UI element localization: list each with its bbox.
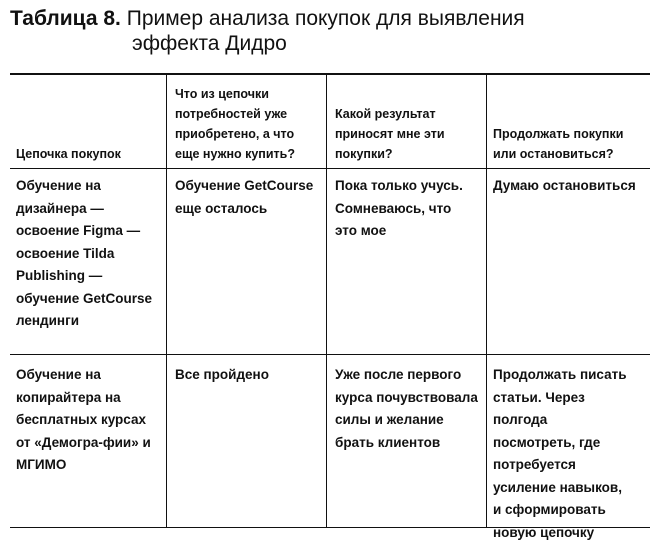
- column-divider: [166, 74, 167, 528]
- table-cell: Обучение на дизайнера — освоение Figma — освоение Tilda Publishing — обучение GetCourse лендинги: [16, 178, 152, 328]
- column-header: Цепочка покупок: [16, 147, 121, 161]
- table-number: Таблица 8.: [10, 7, 121, 30]
- table-cell: Обучение GetCourse еще осталось: [175, 178, 314, 216]
- table-title-line1: Пример анализа покупок для выявления: [126, 7, 525, 30]
- column-header: Продолжать покупки или остановиться?: [493, 127, 624, 161]
- table-cell: Все пройдено: [175, 367, 269, 382]
- column-divider: [486, 74, 487, 528]
- header-bottom-rule: [10, 168, 650, 169]
- column-header: Что из цепочки потребностей уже приобретено, а что еще нужно купить?: [175, 87, 295, 161]
- table-cell: Продолжать писать статьи. Через полгода посмотреть, где потребуется усиление навыков, и сформировать новую цепочку: [493, 367, 627, 540]
- table-title-line2: эффекта Дидро: [132, 32, 287, 55]
- table-caption: [10, 6, 650, 56]
- column-header: Какой результат приносят мне эти покупки?: [335, 107, 445, 161]
- table-cell: Думаю остановиться: [493, 178, 636, 193]
- table-cell: Пока только учусь. Сомневаюсь, что это мое: [335, 178, 463, 238]
- table-cell: Обучение на копирайтера на бесплатных курсах от «Демогра-фии» и МГИМО: [16, 367, 151, 472]
- row-divider: [10, 354, 650, 355]
- table-cell: Уже после первого курса почувствовала силы и желание брать клиентов: [335, 367, 478, 450]
- column-divider: [326, 74, 327, 528]
- table-top-rule: [10, 73, 650, 75]
